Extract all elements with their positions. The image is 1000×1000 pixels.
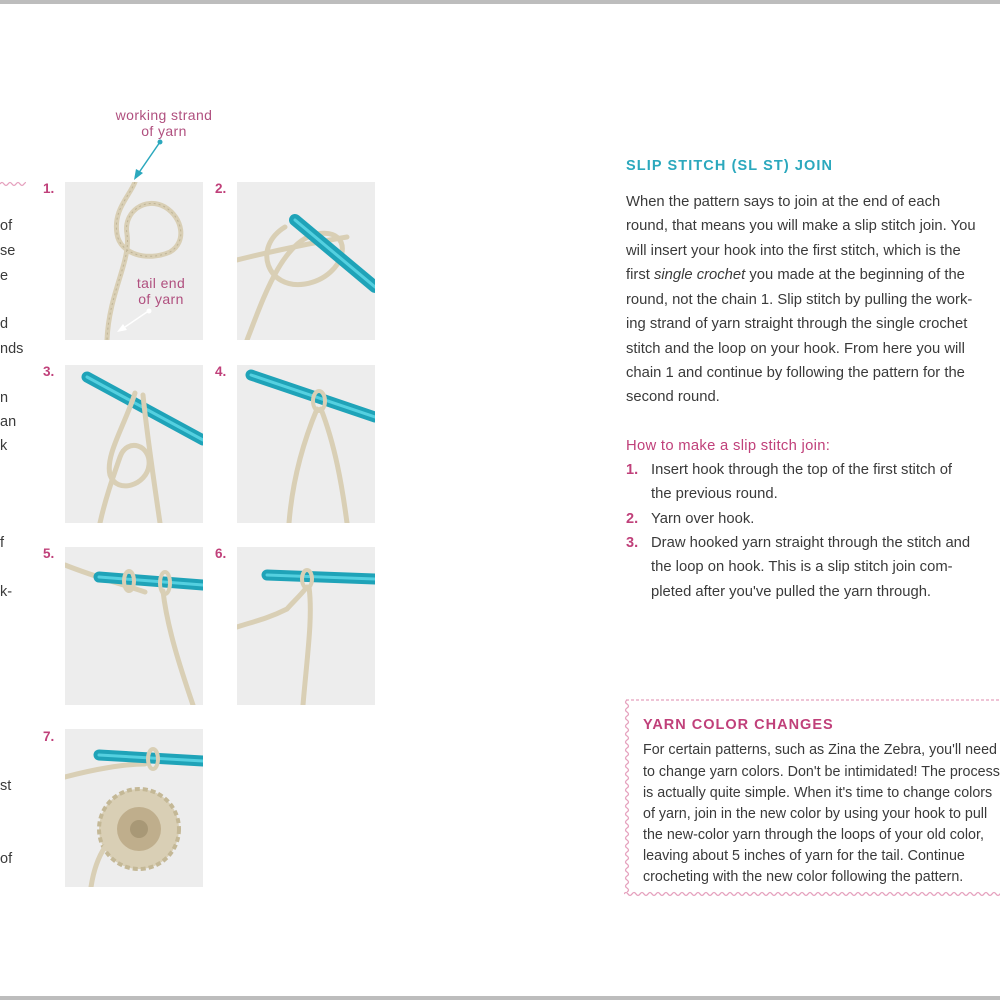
list-number: 1. (626, 462, 639, 478)
list-item-line: Insert hook through the top of the first stitch of (651, 462, 953, 478)
edge-text: f (0, 535, 5, 551)
tail-end-label: tail end of yarn (136, 275, 186, 307)
body-text-line: round, that means you will make a slip stitch join. You (626, 218, 976, 234)
sidebar-text-line: is actually quite simple. When it's time to change colors (643, 785, 993, 801)
step-7-photo (65, 729, 203, 887)
edge-text: k (0, 438, 8, 454)
step-number: 6. (215, 546, 227, 561)
step-4-photo (237, 365, 375, 523)
edge-text: d (0, 316, 9, 332)
edge-text: k- (0, 584, 13, 600)
step-2-photo (237, 182, 375, 340)
step-number: 7. (43, 729, 55, 744)
list-number: 2. (626, 511, 639, 527)
italic-term: single crochet (653, 267, 746, 283)
body-text-line: first single crochet you made at the beginning of the (626, 267, 965, 283)
body-text-line: round, not the chain 1. Slip stitch by pulling the work- (626, 292, 973, 308)
step-3-photo (65, 365, 203, 523)
step-number: 1. (43, 181, 55, 196)
step-number: 2. (215, 181, 227, 196)
sidebar-text-line: of yarn, join in the new color by using your hook to pull (643, 806, 988, 822)
body-text-line: stitch and the loop on your hook. From here you will (626, 341, 965, 357)
list-item-line: Draw hooked yarn straight through the stitch and (651, 535, 971, 551)
list-item-line: the previous round. (651, 486, 778, 502)
edge-text: of (0, 218, 13, 234)
step-number: 3. (43, 364, 55, 379)
step-1-photo (65, 182, 203, 340)
sidebar-text-line: leaving about 5 inches of yarn for the tail. Continue (643, 848, 965, 864)
how-to-heading: How to make a slip stitch join: (626, 438, 831, 454)
list-number: 3. (626, 535, 639, 551)
sidebar-text-line: to change yarn colors. Don't be intimidated! The process (643, 764, 1000, 780)
edge-text: of (0, 851, 13, 867)
list-item-line: the loop on hook. This is a slip stitch join com- (651, 559, 953, 575)
step-number: 5. (43, 546, 55, 561)
list-item-line: Yarn over hook. (651, 511, 755, 527)
step-number: 4. (215, 364, 227, 379)
left-wavy-divider (0, 180, 26, 188)
body-text-line (626, 267, 965, 283)
list-item-line: pleted after you've pulled the yarn through. (651, 584, 932, 600)
edge-text: st (0, 778, 12, 794)
body-text-line: When the pattern says to join at the end of each (626, 194, 941, 210)
body-text-line: chain 1 and continue by following the pattern for the (626, 365, 965, 381)
top-border (0, 0, 1000, 4)
step-6-photo (237, 547, 375, 705)
body-text-line: will insert your hook into the first stitch, which is the (626, 243, 961, 259)
working-strand-label: working strand of yarn (115, 107, 213, 139)
sidebar-text-line: crocheting with the new color following the pattern. (643, 869, 964, 885)
working-strand-arrow (130, 138, 170, 182)
step-5-photo (65, 547, 203, 705)
bottom-border (0, 996, 1000, 1000)
edge-text: nds (0, 341, 24, 357)
edge-text: se (0, 243, 16, 259)
edge-text: an (0, 414, 17, 430)
edge-text: e (0, 268, 9, 284)
sidebar-text-line: the new-color yarn through the loops of your old color, (643, 827, 984, 843)
sidebar-text-line: For certain patterns, such as Zina the Zebra, you'll need (643, 742, 997, 758)
body-text-line: second round. (626, 389, 720, 405)
body-text-line: ing strand of yarn straight through the single crochet (626, 316, 968, 332)
section-heading: SLIP STITCH (SL ST) JOIN (626, 158, 834, 174)
sidebar-title: YARN COLOR CHANGES (643, 717, 834, 733)
edge-text: n (0, 390, 9, 406)
